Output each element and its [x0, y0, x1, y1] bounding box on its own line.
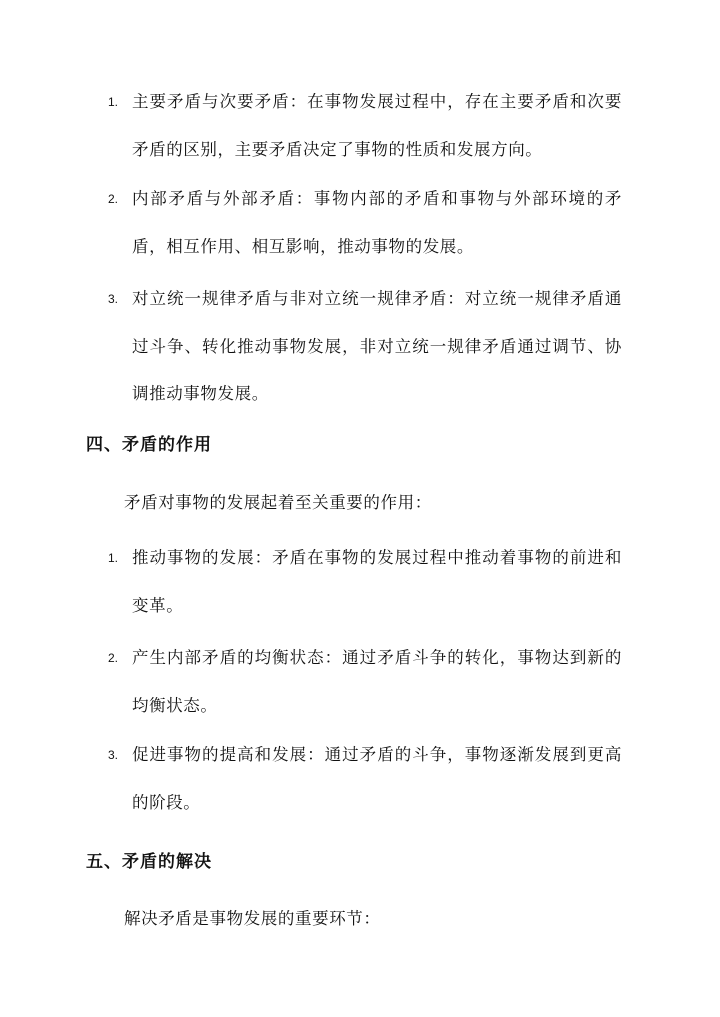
section-intro: 解决矛盾是事物发展的重要环节：: [124, 909, 381, 928]
list-item-text: 主要矛盾与次要矛盾：在事物发展过程中，存在主要矛盾和次要矛盾的区别，主要矛盾决定了事物的性质和发展方向。: [132, 92, 622, 159]
list-number: 2.: [108, 192, 119, 206]
section-heading: 五、矛盾的解决: [86, 852, 212, 872]
section-intro: 矛盾对事物的发展起着至关重要的作用：: [124, 493, 432, 512]
list-item-text: 对立统一规律矛盾与非对立统一规律矛盾：对立统一规律矛盾通过斗争、转化推动事物发展，非对立统一规律矛盾通过调节、协调推动事物发展。: [132, 289, 622, 403]
list-number: 1.: [108, 95, 119, 109]
list-item-text: 促进事物的提高和发展：通过矛盾的斗争，事物逐渐发展到更高的阶段。: [132, 745, 622, 812]
list-item-text: 产生内部矛盾的均衡状态：通过矛盾斗争的转化，事物达到新的均衡状态。: [132, 648, 622, 715]
list-number: 2.: [108, 651, 119, 665]
list-item-text: 内部矛盾与外部矛盾：事物内部的矛盾和事物与外部环境的矛盾，相互作用、相互影响，推动事物的发展。: [132, 189, 622, 256]
section-heading: 四、矛盾的作用: [86, 435, 212, 455]
list-number: 3.: [108, 292, 119, 306]
list-number: 1.: [108, 551, 119, 565]
list-number: 3.: [108, 748, 119, 762]
list-item-text: 推动事物的发展：矛盾在事物的发展过程中推动着事物的前进和变革。: [132, 548, 622, 615]
